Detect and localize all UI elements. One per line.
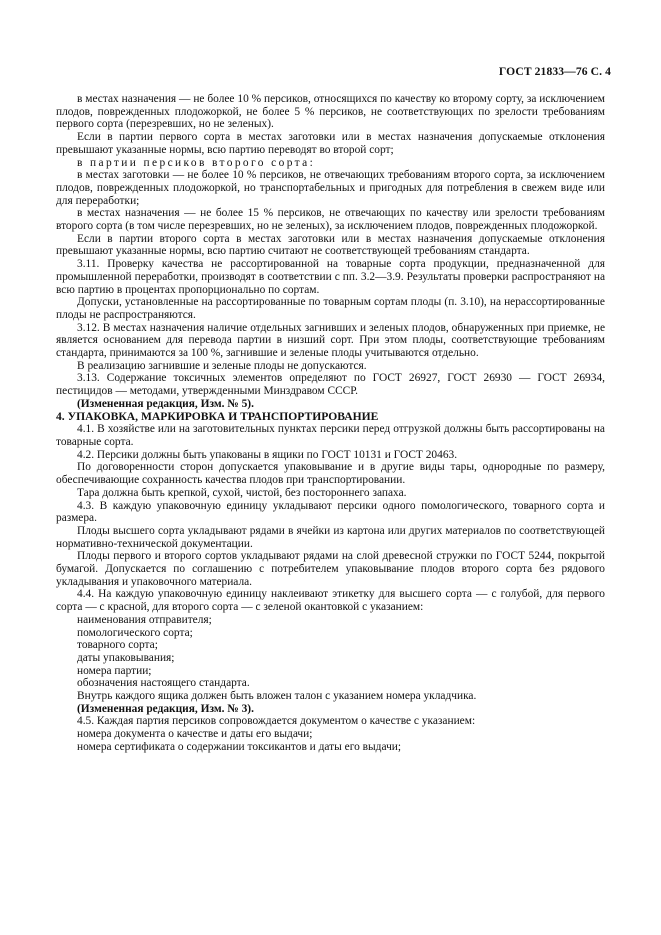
- paragraph: Внутрь каждого ящика должен быть вложен талон с указанием номера укладчика.: [77, 690, 477, 703]
- list-item: номера документа о качестве и даты его выдачи;: [77, 728, 313, 741]
- list-item: обозначения настоящего стандарта.: [77, 677, 250, 690]
- paragraph: Тара должна быть крепкой, сухой, чистой, без постороннего запаха.: [77, 486, 407, 499]
- list-item: наименования отправителя;: [77, 613, 212, 626]
- paragraph: в местах назначения — не более 15 % персиков, не отвечающих по качеству или зрелости требованиям второго сорта (в том числе перезревших, но не зеленых), за исключением плодов, поврежденных плодожоркой.: [56, 207, 605, 233]
- clause-4-1: 4.1. В хозяйстве или на заготовительных пунктах персики перед отгрузкой должны быть рассортированы на товарные сорта.: [56, 423, 605, 448]
- paragraph: Плоды первого и второго сортов укладывают рядами на слой древесной стружки по ГОСТ 5244, покрытой бумагой. Допускается по соглашению с потребителем упаковывание плодов второго сорта без рядового укладывания и упаковочного материала.: [56, 550, 605, 588]
- list-item: помологического сорта;: [77, 626, 193, 639]
- amendment-note: (Измененная редакция, Изм. № 3).: [77, 702, 254, 715]
- clause-3-13: 3.13. Содержание токсичных элементов определяют по ГОСТ 26927, ГОСТ 26930 — ГОСТ 26934, пестицидов — методами, утвержденными Минздравом СССР.: [56, 372, 605, 398]
- clause-4-2: 4.2. Персики должны быть упакованы в ящики по ГОСТ 10131 и ГОСТ 20463.: [77, 448, 458, 461]
- list-item: номера партии;: [77, 664, 152, 677]
- list-item: товарного сорта;: [77, 639, 158, 652]
- paragraph: Плоды высшего сорта укладывают рядами в ячейки из картона или других материалов по соответствующей нормативно-технической документации.: [56, 524, 605, 550]
- paragraph: Если в партии второго сорта в местах заготовки или в местах назначения допускаемые отклонения превышают указанные нормы, всю партию считают не соответствующей требованиям стандарта.: [56, 232, 605, 258]
- clause-4-5: 4.5. Каждая партия персиков сопровождается документом о качестве с указанием:: [77, 715, 476, 728]
- paragraph: Допуски, установленные на рассортированные по товарным сортам плоды (п. 3.10), на нерассортированные плоды не распространяются.: [56, 296, 605, 321]
- document-body: [56, 93, 605, 754]
- clause-3-12: 3.12. В местах назначения наличие отдельных загнивших и зеленых плодов, обнаруженных при приемке, не является основанием для перевода партии в низший сорт. При этом плоды, соответствующие требованиям стандарта, принимаются за 100 %, загнившие и зеленые плоды учитываются отдельно.: [56, 321, 605, 360]
- page-header: ГОСТ 21833—76 С. 4: [498, 65, 611, 78]
- clause-4-3: 4.3. В каждую упаковочную единицу укладывают персики одного помологического, товарного сорта и размера.: [56, 499, 605, 525]
- paragraph: Если в партии первого сорта в местах заготовки или в местах назначения допускаемые отклонения превышают указанные нормы, всю партию переводят во второй сорт;: [56, 131, 605, 156]
- list-item: даты упаковывания;: [77, 651, 175, 664]
- section-title: 4. УПАКОВКА, МАРКИРОВКА И ТРАНСПОРТИРОВАНИЕ: [56, 409, 379, 423]
- paragraph-spaced: в партии персиков второго сорта:: [77, 156, 316, 169]
- paragraph: В реализацию загнившие и зеленые плоды не допускаются.: [77, 359, 367, 372]
- paragraph: в местах назначения — не более 10 % персиков, относящихся по качеству ко второму сорту, за исключением плодов, поврежденных плодожоркой, не более 5 % персиков, не соответствующих по зрелости требованиям первого сорта (перезревших, но не зеленых).: [56, 93, 605, 131]
- amendment-note: (Измененная редакция, Изм. № 5).: [77, 397, 254, 410]
- list-item: номера сертификата о содержании токсикантов и даты его выдачи;: [77, 740, 402, 753]
- clause-4-4: 4.4. На каждую упаковочную единицу наклеивают этикетку для высшего сорта — с голубой, для первого сорта — с красной, для второго сорта — с зеленой окантовкой с указанием:: [56, 588, 605, 614]
- paragraph: в местах заготовки — не более 10 % персиков, не отвечающих требованиям второго сорта, за исключением плодов, поврежденных плодожоркой, но транспортабельных и пригодных для потребления в свежем виде или для переработки;: [56, 169, 605, 207]
- clause-3-11: 3.11. Проверку качества не рассортированной на товарные сорта продукции, предназначенной для промышленной переработки, производят в соответствии с пп. 3.2—3.9. Результаты проверки распространяют на всю партию в процентах пропорционально по сортам.: [56, 258, 605, 296]
- paragraph: По договоренности сторон допускается упаковывание и в другие виды тары, однородные по размеру, обеспечивающие сохранность качества плодов при транспортировании.: [56, 461, 605, 487]
